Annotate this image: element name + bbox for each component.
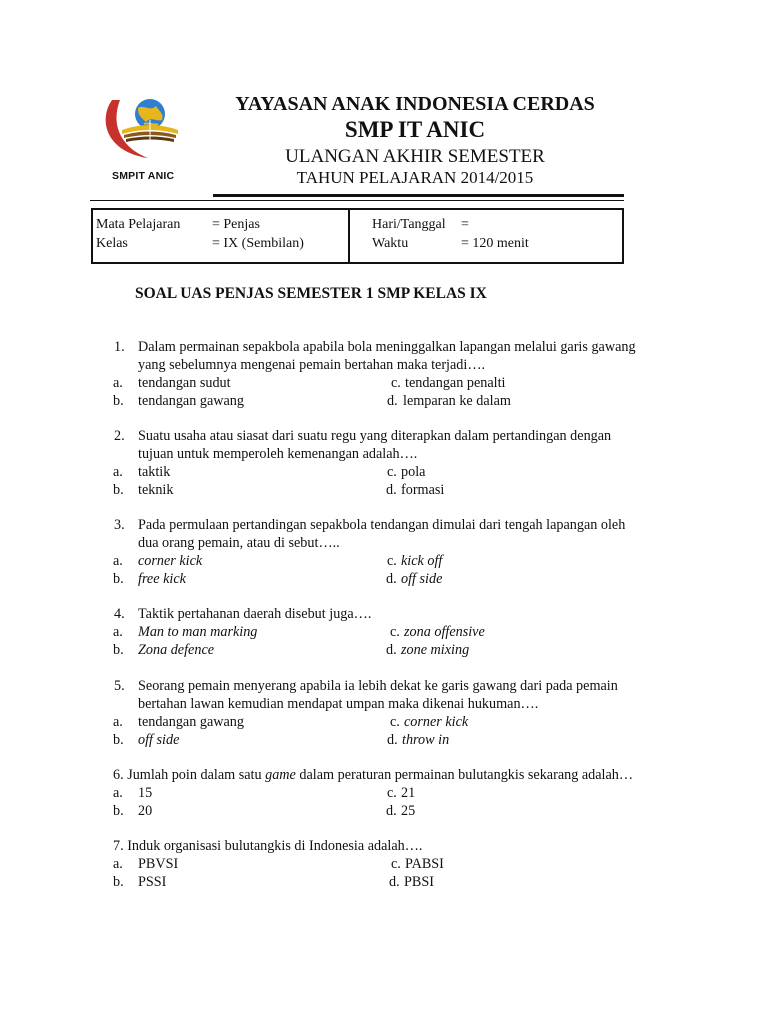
option-letter: b. <box>113 732 124 748</box>
option-text: corner kick <box>138 553 203 569</box>
question-text: bertahan lawan kemudian mendapat umpan maka dikenai hukuman…. <box>138 696 539 712</box>
option-letter: a. <box>113 785 123 801</box>
question-text <box>113 767 633 784</box>
option-text: tendangan gawang <box>138 393 244 409</box>
option-text: tendangan sudut <box>138 375 231 391</box>
option-text: PBSI <box>404 874 434 890</box>
header-rule-thin <box>90 200 624 201</box>
option-text: throw in <box>402 732 450 748</box>
school-name: SMP IT ANIC <box>344 117 486 142</box>
option-text: free kick <box>138 571 186 587</box>
option-text: tendangan penalti <box>405 375 506 391</box>
option-letter: d. <box>389 874 400 890</box>
option-letter: b. <box>113 393 124 409</box>
document-title: SOAL UAS PENJAS SEMESTER 1 SMP KELAS IX <box>135 285 487 302</box>
question-text: Suatu usaha atau siasat dari suatu regu yang diterapkan dalam pertandingan dengan <box>138 428 612 444</box>
question-number: 4. <box>114 606 125 622</box>
option-letter: c. <box>391 856 401 872</box>
option-text: taktik <box>138 464 171 480</box>
option-letter: d. <box>386 803 397 819</box>
option-text: lemparan ke dalam <box>403 393 511 409</box>
question-number: 6. <box>113 767 124 783</box>
option-text: PSSI <box>138 874 167 890</box>
time-label: Waktu <box>372 236 409 251</box>
option-text: off side <box>138 732 180 748</box>
question-text: Taktik pertahanan daerah disebut juga…. <box>138 606 372 622</box>
info-box-divider <box>348 210 350 262</box>
option-letter: a. <box>113 714 123 730</box>
subject-label: Mata Pelajaran <box>96 217 181 232</box>
option-letter: a. <box>113 856 123 872</box>
option-letter: d. <box>386 642 397 658</box>
question-text <box>113 838 422 855</box>
date-label: Hari/Tanggal <box>372 217 446 232</box>
question-text-body: Induk organisasi bulutangkis di Indonesia adalah…. <box>127 838 423 854</box>
question-text: dua orang pemain, atau di sebut….. <box>138 535 340 551</box>
option-letter: c. <box>390 624 400 640</box>
question-text-end: dalam peraturan permainan bulutangkis sekarang adalah… <box>299 767 634 783</box>
option-letter: c. <box>391 375 401 391</box>
option-text: zone mixing <box>401 642 470 658</box>
option-text: pola <box>401 464 426 480</box>
option-text: 21 <box>401 785 416 801</box>
option-text: teknik <box>138 482 174 498</box>
question-number: 2. <box>114 428 125 444</box>
exam-title: ULANGAN AKHIR SEMESTER <box>285 146 545 167</box>
option-letter: c. <box>387 464 397 480</box>
option-text: Zona defence <box>138 642 215 658</box>
option-letter: c. <box>387 785 397 801</box>
option-text: kick off <box>401 553 443 569</box>
question-number: 7. <box>113 838 124 854</box>
option-letter: b. <box>113 482 124 498</box>
option-letter: a. <box>113 375 123 391</box>
question-text-start: Jumlah poin dalam satu <box>127 767 262 783</box>
option-text: PABSI <box>405 856 444 872</box>
question-text: tujuan untuk memperoleh kemenangan adalah…. <box>138 446 418 462</box>
date-value: = <box>461 217 469 232</box>
question-number: 1. <box>114 339 125 355</box>
question-number: 3. <box>114 517 125 533</box>
option-text: formasi <box>401 482 445 498</box>
option-letter: b. <box>113 642 124 658</box>
class-value: = IX (Sembilan) <box>212 236 304 251</box>
option-letter: a. <box>113 553 123 569</box>
question-text: Dalam permainan sepakbola apabila bola meninggalkan lapangan melalui garis gawang <box>138 339 636 355</box>
option-text: 25 <box>401 803 416 819</box>
question-text: Pada permulaan pertandingan sepakbola tendangan dimulai dari tengah lapangan oleh <box>138 517 626 533</box>
question-text: yang sebelumnya mengenai pemain bertahan maka terjadi…. <box>138 357 486 373</box>
option-letter: d. <box>386 482 397 498</box>
option-letter: d. <box>386 571 397 587</box>
academic-year: TAHUN PELAJARAN 2014/2015 <box>296 168 534 187</box>
option-letter: a. <box>113 464 123 480</box>
class-label: Kelas <box>96 236 128 251</box>
option-letter: b. <box>113 874 124 890</box>
option-letter: d. <box>387 393 398 409</box>
option-text: Man to man marking <box>138 624 258 640</box>
option-letter: c. <box>390 714 400 730</box>
foundation-name: YAYASAN ANAK INDONESIA CERDAS <box>235 93 595 115</box>
option-letter: c. <box>387 553 397 569</box>
question-text-emphasis: game <box>265 767 296 783</box>
header-rule-thick <box>213 194 624 197</box>
option-text: zona offensive <box>404 624 485 640</box>
option-text: 20 <box>138 803 153 819</box>
option-text: tendangan gawang <box>138 714 244 730</box>
option-letter: d. <box>387 732 398 748</box>
question-text: Seorang pemain menyerang apabila ia lebih dekat ke garis gawang dari pada pemain <box>138 678 618 694</box>
logo-caption: SMPIT ANIC <box>112 170 175 182</box>
option-text: corner kick <box>404 714 469 730</box>
time-value: = 120 menit <box>461 236 529 251</box>
option-letter: a. <box>113 624 123 640</box>
option-text: PBVSI <box>138 856 179 872</box>
option-text: off side <box>401 571 443 587</box>
school-logo <box>100 92 200 164</box>
option-letter: b. <box>113 571 124 587</box>
subject-value: = Penjas <box>212 217 260 232</box>
option-text: 15 <box>138 785 153 801</box>
option-letter: b. <box>113 803 124 819</box>
question-number: 5. <box>114 678 125 694</box>
